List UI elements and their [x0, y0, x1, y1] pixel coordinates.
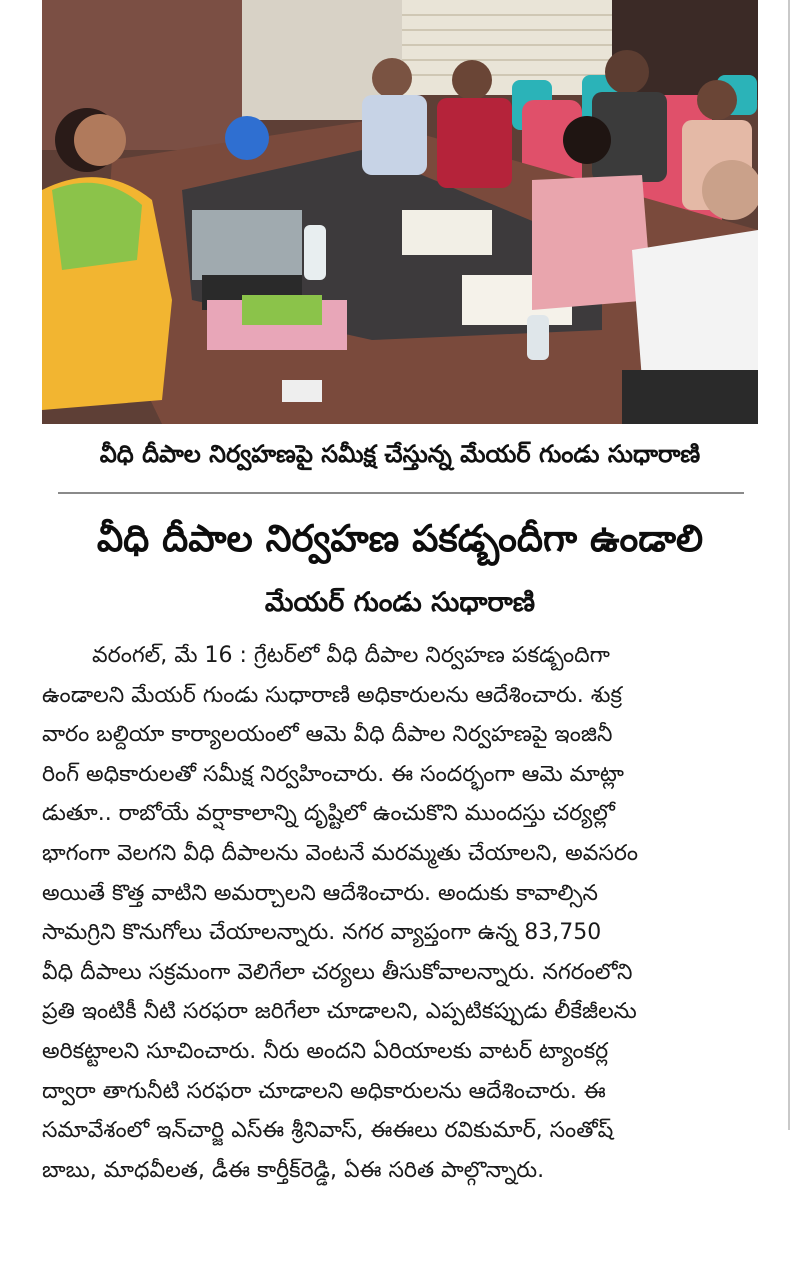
body-line: భాగంగా వెలగని వీధి దీపాలను వెంటనే మరమ్మతు చేయాలని, అవసరం: [42, 840, 639, 866]
body-line: ప్రతి ఇంటికీ నీటి సరఫరా జరిగేలా చూడాలని, ఎప్పటికప్పుడు లీకేజీలను: [42, 999, 637, 1025]
body-line: ఉండాలని మేయర్ గుండు సుధారాణి అధికారులను ఆదేశించారు. శుక్ర: [42, 682, 622, 708]
headline: వీధి దీపాల నిర్వహణ పకడ్బందీగా ఉండాలి: [96, 517, 704, 560]
column-divider: [788, 0, 790, 1130]
photo-caption: వీధి దీపాల నిర్వహణపై సమీక్ష చేస్తున్న మేయర్ గుండు సుధారాణి: [99, 440, 701, 468]
body-line: ద్వారా తాగునీటి సరఫరా చూడాలని అధికారులను ఆదేశించారు. ఈ: [42, 1078, 606, 1104]
body-line: సమావేశంలో ఇన్‌చార్జి ఎస్ఈ శ్రీనివాస్, ఈఈలు రవికుమార్, సంతోష్: [42, 1118, 614, 1144]
body-line: రింగ్ అధికారులతో సమీక్ష నిర్వహించారు. ఈ సందర్భంగా ఆమె మాట్లా: [42, 761, 624, 787]
body-line: వారం బల్దియా కార్యాలయంలో ఆమె వీధి దీపాల నిర్వహణపై ఇంజినీ: [42, 722, 613, 748]
caption-divider: [58, 492, 744, 494]
body-line: సామగ్రిని కొనుగోలు చేయాలన్నారు. నగర వ్యాప్తంగా ఉన్న 83,750: [42, 920, 602, 946]
body-line: వరంగల్, మే 16 : గ్రేటర్‌లో వీధి దీపాల నిర్వహణ పకడ్బందిగా: [92, 643, 610, 668]
meeting-photo: [42, 0, 758, 424]
subheadline: మేయర్ గుండు సుధారాణి: [264, 587, 536, 618]
article-body: [42, 636, 758, 1190]
body-line: వీధి దీపాలు సక్రమంగా వెలిగేలా చర్యలు తీసుకోవాలన్నారు. నగరంలోని: [42, 959, 633, 985]
body-line: డుతూ.. రాబోయే వర్షాకాలాన్ని దృష్టిలో ఉంచుకొని ముందస్తు చర్యల్లో: [42, 801, 615, 827]
body-line: అరికట్టాలని సూచించారు. నీరు అందని ఏరియాలకు వాటర్ ట్యాంకర్ల: [42, 1038, 609, 1064]
body-line: అయితే కొత్త వాటిని అమర్చాలని ఆదేశించారు. అందుకు కావాల్సిన: [42, 880, 598, 906]
body-line: బాబు, మాధవీలత, డీఈ కార్తీక్‌రెడ్డి, ఏఈ సరిత పాల్గొన్నారు.: [42, 1157, 545, 1183]
